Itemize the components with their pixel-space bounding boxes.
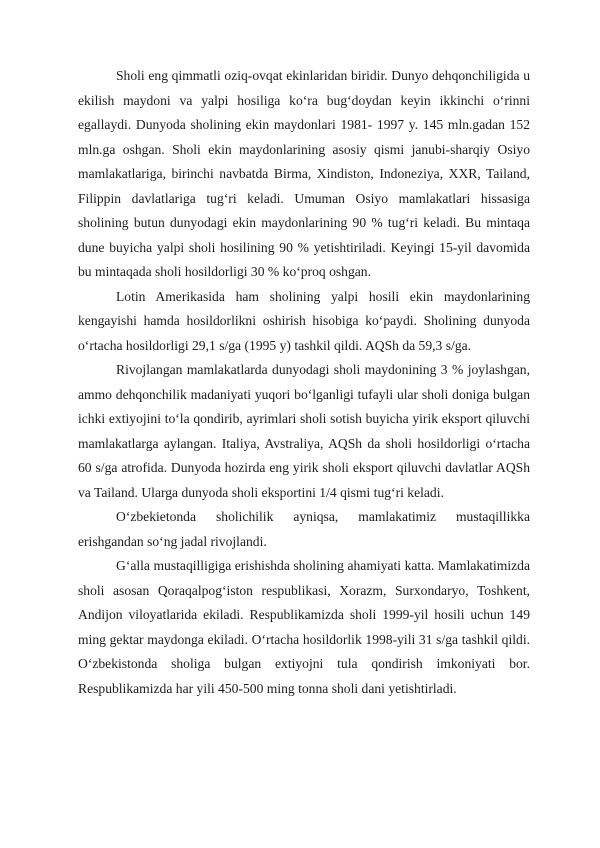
paragraph-latin-america: Lotin Amerikasida ham sholining yalpi hosili ekin maydonlarining kengayishi hamda hosildorlikni oshirish hisobiga ko‘paydi. Sholining dunyoda o‘rtacha hosildorligi 29,1 s/ga (1995 y) tashkil qildi. AQSh da 59,3 s/ga. [78,288,530,353]
paragraph-grain-independence: G‘alla mustaqilligiga erishishda sholining ahamiyati katta. Mamlakatimizda sholi asosan Qoraqalpog‘iston respublikasi, Xorazm, Surxondaryo, Toshkent, Andijon viloyatlarida ekiladi. Respublikamizda sholi 1999-yil hosili uchun 149 ming gektar maydonga ekiladi. O‘rtacha hosildorlik 1998-yili 31 s/ga tashkil qildi. O‘zbekistonda sholiga bulgan extiyojni tula qondirish imkoniyati bor. Respublikamizda har yili 450-500 ming tonna sholi dani yetishtirladi. [78,558,530,696]
document-body [78,64,530,701]
paragraph-developed-countries: Rivojlangan mamlakatlarda dunyodagi sholi maydonining 3 % joylashgan, ammo dehqonchilik madaniyati yuqori bo‘lganligi tufayli ular sholi doniga bulgan ichki extiyojini to‘la qondirib, ayrimlari sholi sotish buyicha yirik eksport qiluvchi mamlakatlarga aylangan. Italiya, Avstraliya, AQSh da sholi hosildorligi o‘rtacha 60 s/ga atrofida. Dunyoda hozirda eng yirik sholi eksport qiluvchi davlatlar AQSh va Tailand. Ularga dunyoda sholi eksportini 1/4 qismi tug‘ri keladi. [78,362,530,500]
paragraph-uzbekistan-development: O‘zbekietonda sholichilik ayniqsa, mamlakatimiz mustaqillikka erishgandan so‘ng jadal rivojlandi. [78,509,530,549]
paragraph-rice-world-overview: Sholi eng qimmatli oziq-ovqat ekinlaridan biridir. Dunyo dehqonchiligida u ekilish maydoni va yalpi hosiliga ko‘ra bug‘doydan keyin ikkinchi o‘rinni egallaydi. Dunyoda sholining ekin maydonlari 1981- 1997 y. 145 mln.gadan 152 mln.ga oshgan. Sholi ekin maydonlarining asosiy qismi janubi-sharqiy Osiyo mamlakatlariga, birinchi navbatda Birma, Xindiston, Indoneziya, XXR, Tailand, Filippin davlatlariga tug‘ri keladi. Umuman Osiyo mamlakatlari hissasiga sholining butun dunyodagi ekin maydonlarining 90 % tug‘ri keladi. Bu mintaqa dune buyicha yalpi sholi hosilining 90 % yetishtiriladi. Keyingi 15-yil davomida bu mintaqada sholi hosildorligi 30 % ko‘proq oshgan. [78,68,530,279]
